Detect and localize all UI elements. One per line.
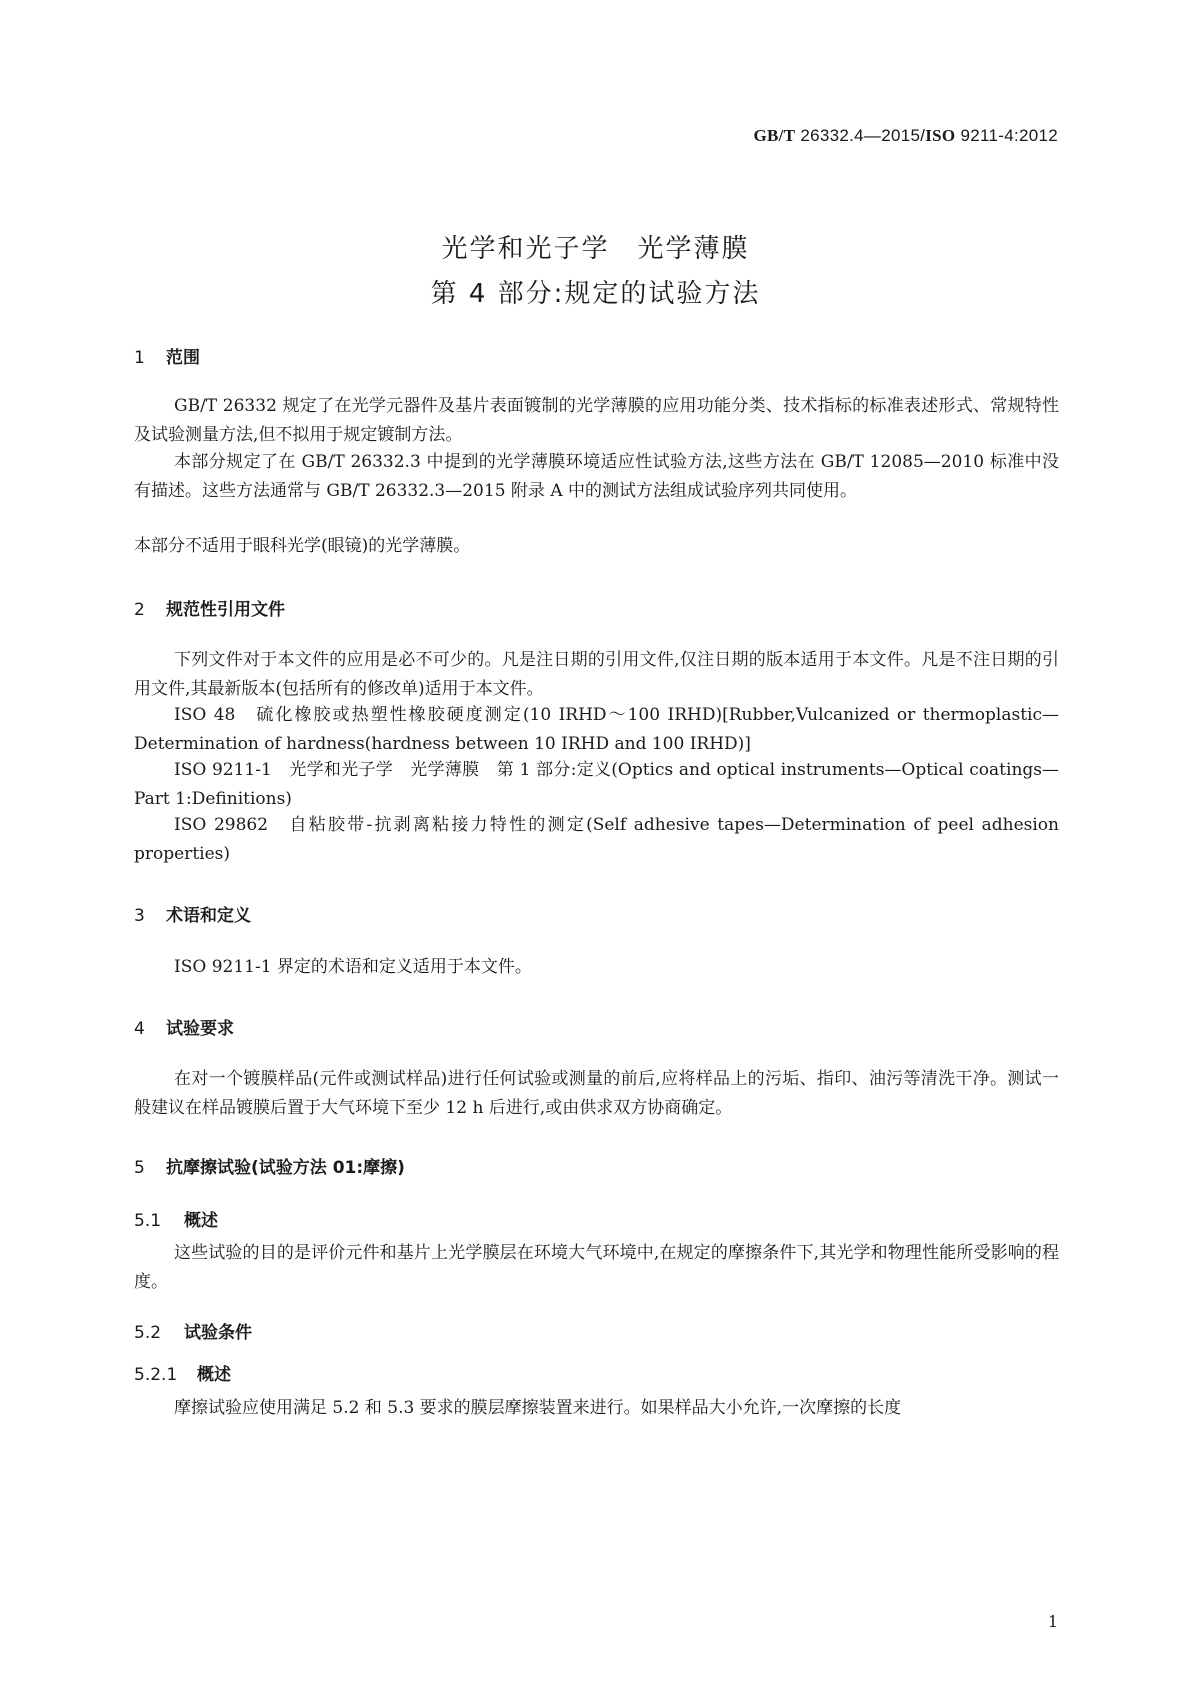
normative-reference: ISO 48 硫化橡胶或热塑性橡胶硬度测定(10 IRHD～100 IRHD)[Rubber,Vulcanized or thermoplastic—Determination of hardness(hardness between 10 IRHD and 100 IRHD)]: [134, 705, 1059, 754]
subsection-heading-5-1: 5.1 概述: [134, 1211, 218, 1231]
subsection-heading-5-2: 5.2 试验条件: [134, 1323, 252, 1343]
paragraph: GB/T 26332 规定了在光学元器件及基片表面镀制的光学薄膜的应用功能分类、技术指标的标准表述形式、常规特性及试验测量方法,但不拟用于规定镀制方法。: [134, 396, 1059, 445]
section-heading-5: 5 抗摩擦试验(试验方法 01:摩擦): [134, 1158, 405, 1178]
paragraph: 本部分规定了在 GB/T 26332.3 中提到的光学薄膜环境适应性试验方法,这些方法在 GB/T 12085—2010 标准中没有描述。这些方法通常与 GB/T 26332.3—2015 附录 A 中的测试方法组成试验序列共同使用。: [134, 452, 1059, 501]
section-heading-1: 1 范围: [134, 348, 200, 368]
paragraph: 本部分不适用于眼科光学(眼镜)的光学薄膜。: [134, 536, 471, 556]
page-number: 1: [1047, 1612, 1058, 1631]
document-title-line-1: 光学和光子学 光学薄膜: [441, 234, 750, 264]
section-heading-4: 4 试验要求: [134, 1019, 234, 1039]
normative-reference: ISO 29862 自粘胶带-抗剥离粘接力特性的测定(Self adhesive tapes—Determination of peel adhesion properties): [134, 815, 1059, 864]
paragraph: 摩擦试验应使用满足 5.2 和 5.3 要求的膜层摩擦装置来进行。如果样品大小允许,一次摩擦的长度: [174, 1398, 902, 1418]
subsection-heading-5-2-1: 5.2.1 概述: [134, 1365, 231, 1385]
paragraph: 下列文件对于本文件的应用是必不可少的。凡是注日期的引用文件,仅注日期的版本适用于本文件。凡是不注日期的引用文件,其最新版本(包括所有的修改单)适用于本文件。: [134, 650, 1059, 699]
document-title-line-2: 第 4 部分:规定的试验方法: [430, 279, 761, 309]
normative-reference: ISO 9211-1 光学和光子学 光学薄膜 第 1 部分:定义(Optics and optical instruments—Optical coatings—Part 1:Definitions): [134, 760, 1059, 809]
section-heading-3: 3 术语和定义: [134, 906, 251, 926]
paragraph: ISO 9211-1 界定的术语和定义适用于本文件。: [174, 957, 532, 977]
section-heading-2: 2 规范性引用文件: [134, 600, 285, 620]
standard-identifier: GB/T 26332.4—2015/ISO 9211-4:2012: [753, 126, 1058, 145]
paragraph: 在对一个镀膜样品(元件或测试样品)进行任何试验或测量的前后,应将样品上的污垢、指印、油污等清洗干净。测试一般建议在样品镀膜后置于大气环境下至少 12 h 后进行,或由供求双方协商确定。: [134, 1069, 1059, 1118]
paragraph: 这些试验的目的是评价元件和基片上光学膜层在环境大气环境中,在规定的摩擦条件下,其光学和物理性能所受影响的程度。: [134, 1243, 1059, 1292]
